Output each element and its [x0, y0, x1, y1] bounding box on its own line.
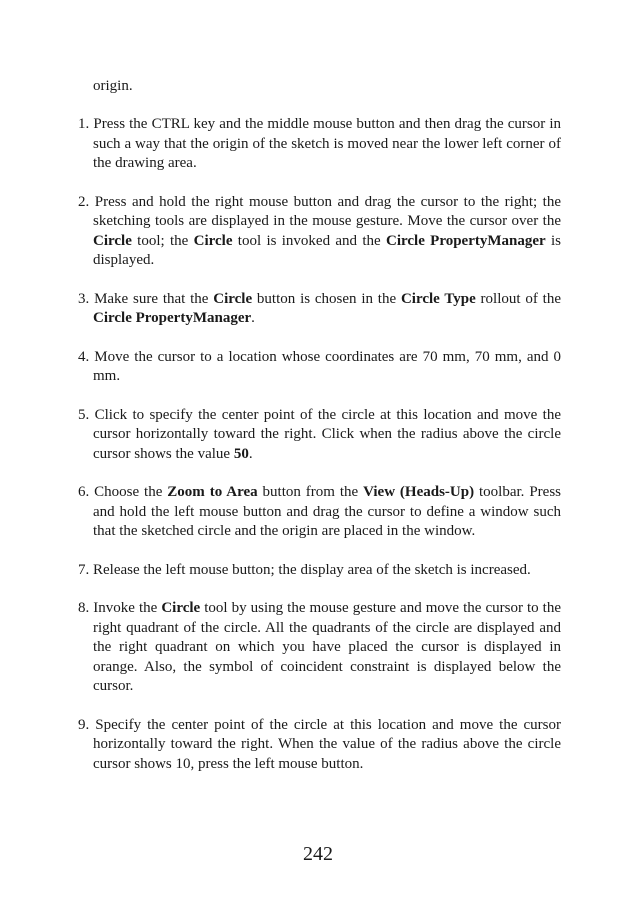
step-6: 6. Choose the Zoom to Area button from the View (Heads-Up) toolbar. Press and hold the left mouse button and drag the cursor to define a window such that the sketched circle and the origin are placed in the window.: [78, 484, 561, 539]
steps-list: [78, 115, 561, 793]
step-1: 1. Press the CTRL key and the middle mouse button and then drag the cursor in such a way that the origin of the sketch is moved near the lower left corner of the drawing area.: [78, 116, 562, 171]
continued-text: origin.: [93, 78, 133, 94]
step-3: 3. Make sure that the Circle button is chosen in the Circle Type rollout of the Circle PropertyManager.: [78, 290, 561, 326]
step-7: 7. Release the left mouse button; the display area of the sketch is increased.: [78, 561, 531, 578]
step-2: 2. Press and hold the right mouse button and drag the cursor to the right; the sketching tools are displayed in the mouse gesture. Move the cursor over the Circle tool; the Circle tool is invoked and the Circle PropertyManager is displayed.: [78, 193, 561, 268]
page-number: 242: [303, 843, 333, 865]
step-9: 9. Specify the center point of the circle at this location and move the cursor horizontally toward the right. When the value of the radius above the circle cursor shows 10, press the left mouse button.: [78, 716, 561, 772]
step-5: 5. Click to specify the center point of the circle at this location and move the cursor horizontally toward the right. Click when the radius above the circle cursor shows the value 50.: [78, 406, 562, 462]
step-8: 8. Invoke the Circle tool by using the mouse gesture and move the cursor to the right quadrant of the circle. All the quadrants of the circle are displayed and the right quadrant on which you have placed the cursor is displayed in orange. Also, the symbol of coincident constraint is displayed below the cursor.: [78, 600, 561, 694]
step-4: 4. Move the cursor to a location whose coordinates are 70 mm, 70 mm, and 0 mm.: [78, 348, 561, 384]
